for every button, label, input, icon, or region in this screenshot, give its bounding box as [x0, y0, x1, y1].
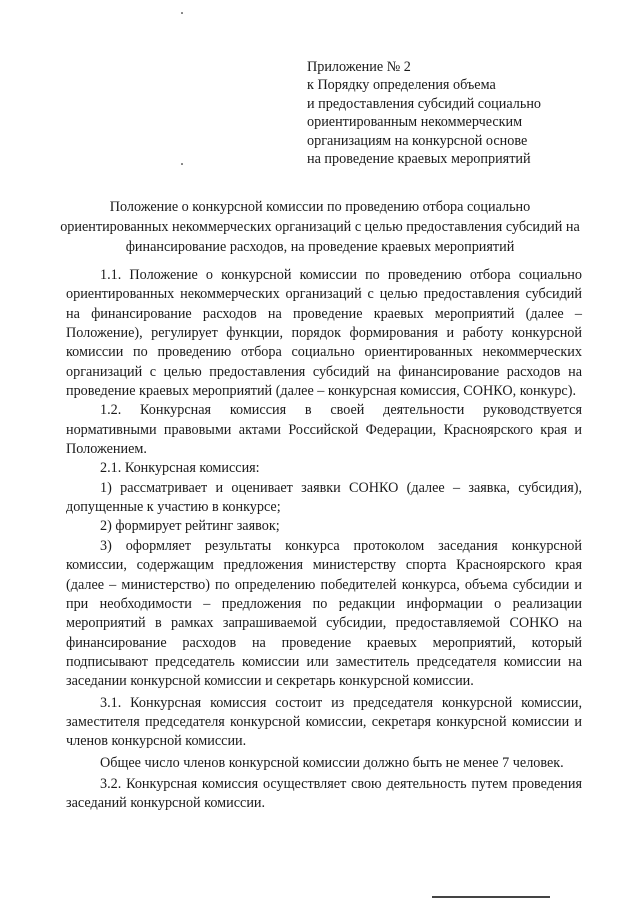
footer-rule [432, 896, 550, 898]
paragraph: Общее число членов конкурсной комиссии должно быть не менее 7 человек. [100, 754, 564, 771]
paragraph: 3.2. Конкурсная комиссия осуществляет свою деятельность путем проведения заседаний конкурсной комиссии. [66, 775, 582, 812]
appendix-header [307, 58, 607, 168]
paragraph: 2.1. Конкурсная комиссия: [100, 460, 260, 477]
appendix-line: ориентированным некоммерческим [307, 114, 523, 131]
paragraph: 3.1. Конкурсная комиссия состоит из председателя конкурсной комиссии, заместителя председателя конкурсной комиссии, секретаря конкурсной комиссии и членов конкурсной комиссии. [66, 694, 582, 750]
appendix-line: и предоставления субсидий социально [307, 95, 542, 112]
document-title: Положение о конкурсной комиссии по проведению отбора социально ориентированных некоммерческих организаций с целью предоставления субсидий на финансирование расходов, на проведение краевых мероприятий [60, 199, 580, 255]
paragraph: 1.2. Конкурсная комиссия в своей деятельности руководствуется нормативными правовыми актами Российской Федерации, Красноярского края и Положением. [66, 402, 582, 458]
paragraph: 2) формирует рейтинг заявок; [100, 518, 280, 535]
appendix-line: организациям на конкурсной основе [307, 132, 528, 149]
paragraph: 1.1. Положение о конкурсной комиссии по проведению отбора социально ориентированных некоммерческих организаций с целью предоставления субсидий на финансирование расходов на проведение краевых мероприятий (далее – Положение), регулирует функции, порядок формирования и работу конкурсной комиссии по проведению отбора социально ориентированных некоммерческих организаций с целью предоставления субсидий на финансирование расходов на проведение краевых мероприятий (далее – конкурсная комиссия, СОНКО, конкурс). [66, 267, 582, 400]
appendix-line: к Порядку определения объема [307, 77, 496, 94]
document-body [66, 266, 582, 814]
paragraph: 1) рассматривает и оценивает заявки СОНКО (далее – заявка, субсидия), допущенные к участию в конкурсе; [66, 479, 582, 516]
scan-speck [181, 12, 183, 14]
appendix-line: Приложение № 2 [307, 59, 411, 75]
scan-speck [181, 163, 183, 165]
appendix-line: на проведение краевых мероприятий [307, 151, 531, 168]
paragraph: 3) оформляет результаты конкурса протоколом заседания конкурсной комиссии, содержащим предложения министерству спорта Красноярского края (далее – министерство) по определению победителей конкурса, объема субсидии и при необходимости – предложения по редакции информации о реализации мероприятий в рамках запрашиваемой субсидии, предоставляемой СОНКО на финансирование расходов на проведение краевых мероприятий, который подписывают председатель комиссии или заместитель председателя комиссии на заседании конкурсной комиссии и секретарь конкурсной комиссии. [66, 537, 582, 690]
